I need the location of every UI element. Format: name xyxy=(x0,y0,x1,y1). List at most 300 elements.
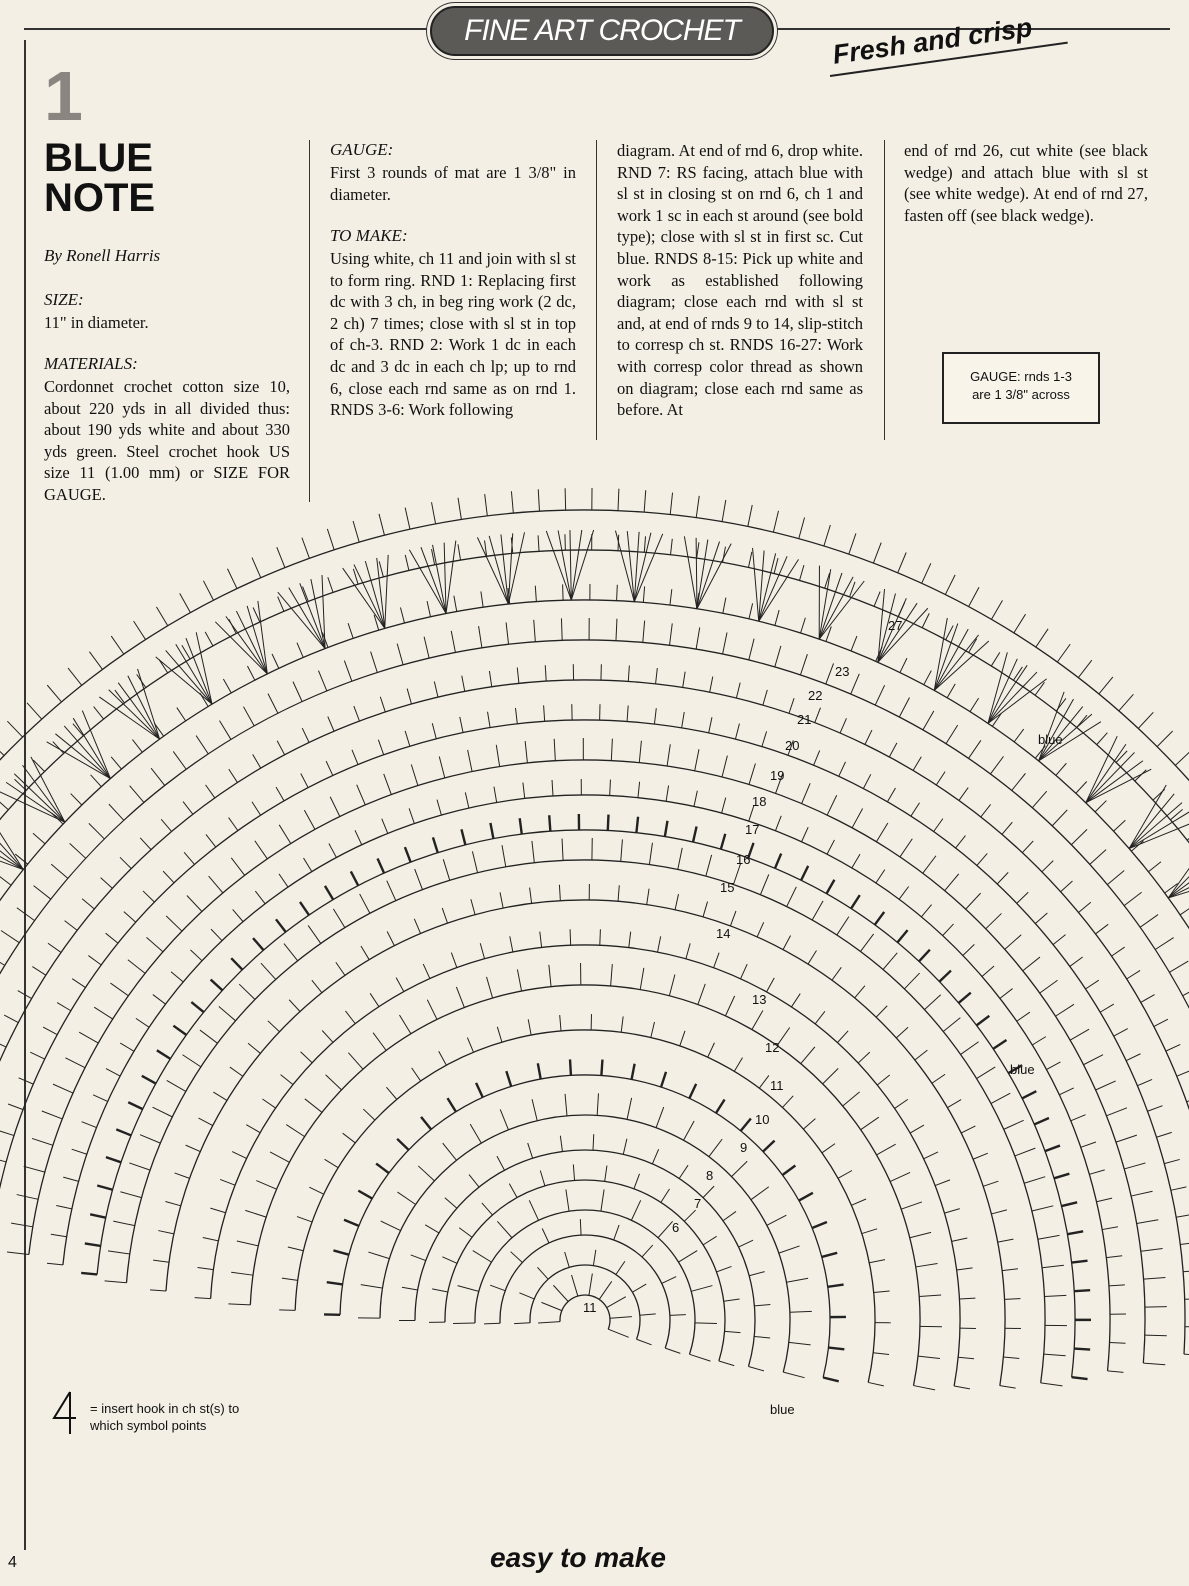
diagram-stitch xyxy=(184,852,194,864)
diagram-stitch xyxy=(43,1027,57,1035)
diagram-stitch xyxy=(47,1263,63,1265)
diagram-stitch xyxy=(487,977,493,998)
diagram-stitch xyxy=(328,717,334,732)
diagram-stitch xyxy=(0,876,11,886)
diagram-stitch xyxy=(167,1080,186,1091)
diagram-stitch xyxy=(748,552,751,568)
diagram-stitch xyxy=(1046,1062,1060,1070)
diagram-stitch xyxy=(840,718,846,733)
diagram-stitch xyxy=(233,909,243,921)
diagram-stitch xyxy=(405,508,410,529)
diagram-stitch xyxy=(65,921,78,931)
diagram-stitch xyxy=(140,1135,160,1143)
diagram-stitch xyxy=(1076,782,1087,794)
diagram-stitch xyxy=(108,1251,130,1254)
diagram-stitch xyxy=(442,1257,457,1263)
diagram-stitch xyxy=(801,618,806,633)
diagram-stitch xyxy=(1106,1108,1126,1116)
diagram-stitch xyxy=(156,607,167,626)
diagram-stitch xyxy=(752,1010,763,1029)
diagram-stitch xyxy=(837,917,849,935)
diagram-stitch xyxy=(939,971,951,982)
diagram-stitch xyxy=(573,1164,574,1180)
diagram-stitch xyxy=(252,558,261,578)
diagram-stitch xyxy=(443,1143,457,1160)
diagram-stitch xyxy=(33,833,45,844)
diagram-stitch xyxy=(988,665,1027,723)
diagram-stitch xyxy=(703,902,707,917)
diagram-stitch xyxy=(799,517,805,538)
diagram-stitch xyxy=(754,1305,770,1306)
diagram-stitch xyxy=(502,845,506,867)
diagram-stitch xyxy=(658,1221,673,1237)
diagram-stitch xyxy=(99,697,159,739)
diagram-stitch xyxy=(670,623,673,645)
gauge-box-line2: are 1 3/8" across xyxy=(972,387,1070,402)
diagram-stitch xyxy=(91,775,102,787)
diagram-stitch xyxy=(1085,980,1098,989)
diagram-stitch xyxy=(496,745,499,767)
diagram-stitch xyxy=(638,782,640,798)
to-make-text: Using white, ch 11 and join with sl st to form ring. RND 1: Replacing first dc with 3 ch, in beg ring work (2 dc, 2 ch) 7 times; close with sl st in top of ch-3. RND 2: Work 1 dc in each dc and 3 dc in each ch lp; up to rnd 6, close each rnd same as on rnd 1. RNDS 3-6: Work following xyxy=(330,249,576,420)
diagram-stitch xyxy=(977,1067,996,1079)
diagram-stitch xyxy=(153,1260,169,1262)
diagram-stitch xyxy=(461,829,465,845)
diagram-stitch xyxy=(823,1378,839,1382)
diagram-stitch xyxy=(970,698,979,712)
size-text: 11" in diameter. xyxy=(44,313,149,332)
diagram-stitch xyxy=(63,1177,78,1181)
diagram-stitch xyxy=(828,1348,844,1350)
diagram-stitch xyxy=(716,1266,731,1271)
round-number: 19 xyxy=(770,768,785,783)
diagram-stitch xyxy=(1106,1256,1122,1258)
diagram-stitch xyxy=(621,1016,623,1032)
diagram-stitch xyxy=(922,563,931,583)
round-number: 13 xyxy=(752,992,767,1007)
diagram-stitch xyxy=(812,901,823,920)
diagram-stitch xyxy=(832,967,841,980)
diagram-stitch xyxy=(282,1278,298,1280)
diagram-stitch xyxy=(1000,989,1013,999)
diagram-stitch xyxy=(998,1239,1014,1242)
diagram-stitch xyxy=(279,1310,295,1311)
diagram-stitch xyxy=(32,1138,53,1145)
diagram-stitch xyxy=(130,786,144,803)
diagram-stitch xyxy=(166,916,182,931)
diagram-stitch xyxy=(900,658,907,672)
round-number: 21 xyxy=(797,712,812,727)
diagram-stitch xyxy=(520,818,522,834)
diagram-stitch xyxy=(990,756,1003,774)
diagram-stitch xyxy=(120,857,131,868)
diagram-stitch xyxy=(297,1217,312,1222)
diagram-stitch xyxy=(680,1031,685,1046)
diagram-stitch xyxy=(176,644,212,704)
diagram-stitch xyxy=(230,1067,243,1076)
diagram-stitch xyxy=(308,925,321,943)
diagram-stitch xyxy=(219,721,230,740)
diagram-ring xyxy=(415,1150,755,1366)
diagram-stitch xyxy=(525,741,527,763)
diagram-stitch xyxy=(1148,1106,1163,1112)
diagram-stitch xyxy=(1042,861,1053,872)
round-number: 17 xyxy=(745,822,760,837)
diagram-ring xyxy=(295,1030,875,1382)
diagram-stitch xyxy=(900,839,912,857)
diagram-stitch xyxy=(48,943,61,952)
diagram-stitch xyxy=(709,1139,722,1157)
diagram-stitch xyxy=(703,1186,714,1198)
diagram-stitch xyxy=(1126,1054,1140,1061)
diagram-stitch xyxy=(570,1059,571,1075)
diagram-stitch xyxy=(0,817,23,870)
diagram-stitch xyxy=(973,1153,988,1159)
diagram-stitch xyxy=(1185,1299,1189,1300)
diagram-stitch xyxy=(706,855,712,876)
diagram-stitch xyxy=(89,652,102,670)
diagram-stitch xyxy=(1140,915,1158,928)
diagram-stitch xyxy=(721,834,725,849)
diagram-stitch xyxy=(689,1084,696,1098)
diagram-stitch xyxy=(874,592,880,607)
diagram-stitch xyxy=(79,1032,98,1043)
diagram-stitch xyxy=(297,643,303,658)
diagram-stitch xyxy=(301,1052,313,1063)
diagram-stitch xyxy=(607,1297,626,1308)
diagram-stitch xyxy=(288,1247,304,1251)
diagram-stitch xyxy=(143,891,154,902)
diagram-stitch xyxy=(709,717,712,733)
diagram-stitch xyxy=(484,1323,500,1324)
diagram-stitch xyxy=(719,1361,734,1366)
diagram-stitch xyxy=(1099,677,1113,694)
diagram-stitch xyxy=(318,671,326,691)
diagram-stitch xyxy=(1005,935,1021,950)
diagram-stitch xyxy=(1024,1177,1045,1184)
diagram-stitch xyxy=(411,1255,426,1261)
diagram-stitch xyxy=(173,1026,186,1035)
diagram-stitch xyxy=(427,601,430,617)
round-number: 11 xyxy=(770,1078,784,1093)
diagram-stitch xyxy=(384,774,392,795)
diagram-stitch xyxy=(610,1317,632,1319)
diagram-stitch xyxy=(465,792,469,808)
diagram-stitch xyxy=(481,591,483,607)
diagram-stitch xyxy=(812,1222,827,1228)
diagram-stitch xyxy=(571,530,582,600)
diagram-stitch xyxy=(248,1043,260,1053)
diagram-stitch xyxy=(934,635,978,690)
diagram-stitch xyxy=(541,1302,561,1310)
diagram-stitch xyxy=(651,1022,655,1038)
diagram-stitch xyxy=(878,608,928,662)
diagram-stitch xyxy=(652,1149,658,1164)
diagram-stitch xyxy=(219,1007,236,1021)
diagram-stitch xyxy=(252,802,261,815)
diagram-stitch xyxy=(379,561,383,576)
diagram-stitch xyxy=(679,1251,698,1263)
diagram-stitch xyxy=(698,984,705,1005)
diagram-stitch xyxy=(538,1063,541,1079)
diagram-stitch xyxy=(763,690,767,705)
diagram-stitch xyxy=(1107,871,1124,885)
diagram-stitch xyxy=(667,744,670,766)
diagram-stitch xyxy=(1171,1187,1187,1190)
diagram-stitch xyxy=(898,552,906,572)
diagram-stitch xyxy=(405,731,410,746)
diagram-stitch xyxy=(875,912,884,925)
diagram-stitch xyxy=(827,880,835,894)
diagram-stitch xyxy=(88,956,101,965)
diagram-stitch xyxy=(497,1221,512,1237)
diagram-stitch xyxy=(237,1241,258,1246)
diagram-stitch xyxy=(1127,970,1141,979)
diagram-stitch xyxy=(923,711,934,730)
diagram-stitch xyxy=(255,841,267,859)
diagram-stitch xyxy=(433,837,438,852)
diagram-stitch xyxy=(253,754,261,768)
diagram-stitch xyxy=(1045,1146,1060,1152)
diagram-stitch xyxy=(370,993,379,1006)
diagram-stitch xyxy=(1086,752,1135,802)
diagram-stitch xyxy=(124,912,136,923)
diagram-stitch xyxy=(1175,750,1189,765)
diagram-stitch xyxy=(947,1100,961,1108)
diagram-stitch xyxy=(1102,1227,1118,1230)
diagram-stitch xyxy=(1083,1055,1103,1065)
diagram-stitch xyxy=(986,913,1002,928)
diagram-stitch xyxy=(1119,694,1134,711)
blue-label-middle: blue xyxy=(1010,1062,1035,1077)
diagram-stitch xyxy=(1144,1278,1166,1280)
diagram-stitch xyxy=(1032,1037,1046,1045)
diagram-stitch xyxy=(1053,935,1065,945)
diagram-stitch xyxy=(1078,902,1090,912)
diagram-stitch xyxy=(376,1164,389,1174)
diagram-stitch xyxy=(200,1030,218,1043)
diagram-stitch xyxy=(662,1277,676,1284)
diagram-ring xyxy=(250,985,920,1386)
diagram-stitch xyxy=(382,819,388,834)
diagram-stitch xyxy=(90,1214,106,1217)
diagram-stitch xyxy=(166,650,212,704)
diagram-stitch xyxy=(421,1117,431,1129)
diagram-stitch xyxy=(549,815,550,831)
diagram-ring xyxy=(500,1235,670,1348)
diagram-stitch xyxy=(1110,1343,1126,1344)
diagram-stitch xyxy=(1090,850,1106,865)
diagram-stitch xyxy=(432,723,436,739)
diagram-stitch xyxy=(1042,1265,1064,1267)
diagram-stitch xyxy=(327,1282,343,1284)
diagram-stitch xyxy=(190,950,202,961)
diagram-stitch xyxy=(458,1286,479,1292)
diagram-stitch xyxy=(293,682,302,702)
diagram-stitch xyxy=(1052,810,1067,826)
diagram-stitch xyxy=(627,531,634,602)
diagram-stitch xyxy=(279,825,291,844)
diagram-stitch xyxy=(490,823,493,839)
diagram-ring xyxy=(475,1210,695,1354)
diagram-stitch xyxy=(661,1072,666,1087)
diagram-stitch xyxy=(532,1099,537,1120)
diagram-stitch xyxy=(924,995,940,1010)
diagram-stitch xyxy=(670,589,672,605)
diagram-stitch xyxy=(301,773,308,787)
diagram-stitch xyxy=(500,892,503,908)
diagram-stitch xyxy=(799,1193,813,1201)
diagram-stitch xyxy=(580,1219,581,1235)
diagram-stitch xyxy=(786,1278,808,1282)
diagram-stitch xyxy=(751,1187,769,1200)
diagram-stitch xyxy=(670,1315,686,1316)
diagram-stitch xyxy=(991,600,1002,619)
diagram-stitch xyxy=(873,1353,889,1355)
diagram-stitch xyxy=(554,739,555,761)
diagram-stitch xyxy=(654,708,656,724)
diagram-stitch xyxy=(268,694,278,714)
diagram-stitch xyxy=(849,533,856,554)
diagram-stitch xyxy=(773,511,778,532)
diagram-stitch xyxy=(195,1298,211,1299)
diagram-stitch xyxy=(644,490,646,512)
diagram-stitch xyxy=(732,1161,748,1176)
diagram-stitch xyxy=(18,991,32,999)
diagram-stitch xyxy=(1114,820,1126,831)
diagram-stitch xyxy=(360,894,370,913)
diagram-stitch xyxy=(957,1268,973,1270)
diagram-stitch xyxy=(944,1209,959,1214)
diagram-stitch xyxy=(459,1228,472,1237)
diagram-stitch xyxy=(1015,1148,1036,1156)
diagram-stitch xyxy=(827,795,837,815)
diagram-stitch xyxy=(529,1200,538,1220)
diagram-stitch xyxy=(878,589,885,662)
diagram-stitch xyxy=(1067,1231,1083,1234)
diagram-stitch xyxy=(801,866,808,880)
diagram-stitch xyxy=(963,944,975,955)
diagram-stitch xyxy=(851,1199,866,1205)
diagram-stitch xyxy=(739,1240,753,1247)
diagram-stitch xyxy=(695,749,699,771)
diagram-stitch xyxy=(229,818,238,831)
diagram-stitch xyxy=(211,929,222,941)
diagram-stitch xyxy=(922,613,929,627)
diagram-stitch xyxy=(261,963,276,979)
diagram-stitch xyxy=(72,979,85,988)
diagram-stitch xyxy=(665,1348,680,1353)
diagram-stitch xyxy=(696,496,699,518)
diagram-stitch xyxy=(1114,1029,1128,1037)
diagram-stitch xyxy=(361,946,369,960)
diagram-stitch xyxy=(945,575,955,595)
diagram-stitch xyxy=(489,671,491,687)
diagram-stitch xyxy=(618,489,619,511)
legend-symbol xyxy=(48,1388,78,1441)
diagram-stitch xyxy=(1023,957,1040,971)
diagram-stitch xyxy=(519,1293,534,1299)
diagram-stitch xyxy=(730,911,736,926)
diagram-stitch xyxy=(1062,1202,1078,1206)
diagram-stitch xyxy=(695,1323,717,1324)
diagram-stitch xyxy=(615,531,634,602)
diagram-stitch xyxy=(851,674,860,694)
diagram-stitch xyxy=(1036,629,1048,647)
diagram-stitch xyxy=(723,1211,736,1220)
diagram-stitch xyxy=(196,736,208,754)
diagram-stitch xyxy=(862,1229,877,1234)
diagram-stitch xyxy=(24,1166,45,1172)
diagram-stitch xyxy=(823,1068,839,1084)
diagram-stitch xyxy=(328,577,333,592)
diagram-stitch xyxy=(982,966,994,976)
diagram-stitch xyxy=(774,558,778,574)
diagram-stitch xyxy=(1137,1079,1152,1085)
diagram-stitch xyxy=(679,1165,688,1178)
diagram-stitch xyxy=(722,756,727,777)
diagram-stitch xyxy=(385,555,388,628)
diagram-stitch xyxy=(387,931,394,945)
diagram-stitch xyxy=(988,679,1047,723)
diagram-stitch xyxy=(110,983,128,996)
diagram-stitch xyxy=(386,1087,396,1099)
diagram-stitch xyxy=(593,1250,595,1266)
diagram-stitch xyxy=(326,761,333,776)
diagram-stitch xyxy=(494,787,497,803)
diagram-ring xyxy=(0,720,1185,1354)
diagram-stitch xyxy=(991,1093,1010,1103)
diagram-stitch xyxy=(632,1284,646,1292)
diagram-stitch xyxy=(405,847,411,862)
diagram-stitch xyxy=(787,887,797,907)
diagram-stitch xyxy=(808,951,816,965)
diagram-stitch xyxy=(1180,1242,1189,1244)
diagram-stitch xyxy=(923,856,936,874)
diagram-stitch xyxy=(284,944,298,961)
round-number: 7 xyxy=(694,1196,702,1211)
diagram-stitch xyxy=(684,536,697,608)
diagram-stitch xyxy=(72,1149,87,1154)
diagram-stitch xyxy=(637,1339,652,1345)
diagram-stitch xyxy=(473,1251,492,1263)
diagram-stitch xyxy=(1,931,19,943)
diagram-stitch xyxy=(697,542,699,558)
diagram-stitch xyxy=(627,1098,632,1120)
diagram-stitch xyxy=(741,964,748,979)
diagram-stitch xyxy=(537,1267,548,1279)
diagram-stitch xyxy=(800,654,807,675)
diagram-stitch xyxy=(860,934,873,952)
diagram-stitch xyxy=(187,895,202,911)
diagram-stitch xyxy=(232,1152,246,1159)
diagram-stitch xyxy=(1145,1335,1167,1336)
diagram-stitch xyxy=(762,731,767,746)
diagram-stitch xyxy=(876,1006,887,1018)
diagram-stitch xyxy=(1041,1383,1063,1386)
blue-label-top: blue xyxy=(1038,732,1063,747)
diagram-stitch xyxy=(783,936,791,950)
diagram-stitch xyxy=(1116,1135,1137,1142)
diagram-stitch xyxy=(111,757,121,769)
diagram-stitch xyxy=(348,1053,363,1069)
diagram-stitch xyxy=(954,1386,970,1389)
diagram-stitch xyxy=(542,1228,549,1242)
diagram-stitch xyxy=(528,1019,531,1035)
diagram-stitch xyxy=(538,489,539,511)
diagram-stitch xyxy=(910,1232,931,1237)
diagram-stitch xyxy=(0,1040,6,1047)
